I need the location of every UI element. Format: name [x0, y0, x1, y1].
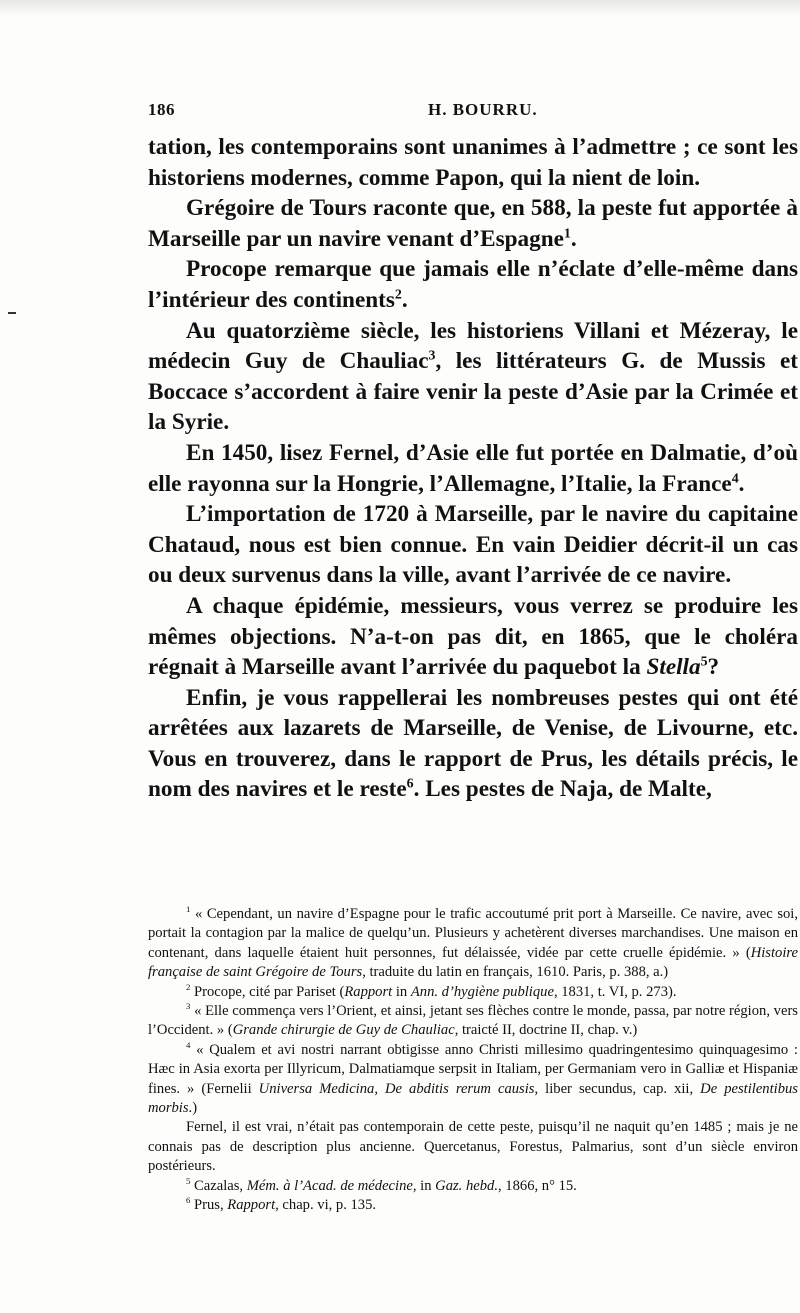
footnote-ref-2: 2	[394, 287, 402, 303]
footnote-2-journal: Ann. d’hygiène publique	[410, 983, 554, 1000]
footnote-6-text: Prus,	[194, 1197, 228, 1214]
footnote-6-number: 6	[186, 1195, 191, 1206]
footnote-5-mid: , in	[412, 1177, 436, 1194]
paragraph-3-text: Procope remarque que jamais elle n’éclate d’elle-même dans l’intérieur des continents	[148, 256, 798, 313]
footnote-5-journal: Gaz. hebd.	[435, 1177, 498, 1194]
footnote-4-title: Universa Medicina, De abditis rerum causis	[258, 1080, 535, 1097]
footnote-4-end: .)	[188, 1100, 198, 1117]
paragraph-5-end: .	[738, 470, 745, 497]
footnote-4-chapter: De pestilentibus morbis	[148, 1080, 798, 1117]
footnote-5-text: Cazalas,	[194, 1177, 247, 1194]
paragraph-1-text: tation, les contemporains sont unanimes à l’admettre ; ce sont les historiens modernes, comme Papon, qui la nient de loin.	[148, 134, 798, 191]
paragraph-8-end: . Les pestes de Naja, de Malte,	[413, 776, 712, 803]
footnote-4-text: « Qualem et avi nostri narrant obtigisse anno Christi millesimo quadringentesimo quinquagesimo : Hæc in Asia exorta per Illyricum, Dalmatiamque serpsit in Italiam, per Germaniam vero in Galliæ et Hispaniæ fines. » (Fernelii	[148, 1041, 798, 1097]
paragraph-4-text: Au quatorzième siècle, les historiens Villani et Mézeray, le médecin Guy de Chauliac	[148, 317, 798, 375]
paragraph-3	[148, 254, 798, 315]
footnote-2-text: Procope, cité par Pariset (	[194, 983, 345, 1000]
footnote-3-end: , traicté II, doctrine II, chap. v.)	[454, 1022, 638, 1039]
margin-mark	[8, 312, 16, 314]
footnotes	[148, 905, 798, 1216]
footnote-3-title: Grande chirurgie de Guy de Chauliac	[232, 1022, 455, 1039]
footnote-2-number: 2	[186, 981, 191, 992]
footnote-2-title: Rapport	[344, 983, 393, 1000]
page-number: 186	[148, 100, 175, 119]
page-top-shadow	[0, 0, 800, 16]
paragraph-7-end: ?	[707, 654, 720, 681]
page-header	[148, 96, 748, 126]
footnote-1-title: Histoire française de saint Grégoire de Tours	[148, 944, 798, 981]
footnote-2	[148, 983, 798, 1002]
footnote-2-mid: in	[392, 983, 411, 1000]
paragraph-8	[148, 683, 798, 805]
paragraph-3-end: .	[401, 286, 408, 313]
paragraph-5-text: En 1450, lisez Fernel, d’Asie elle fut portée en Dalmatie, d’où elle rayonna sur la Hongrie, l’Allemagne, l’Italie, la France	[148, 439, 798, 497]
footnote-ref-5: 5	[700, 654, 708, 670]
footnote-6-title: Rapport	[227, 1197, 276, 1214]
footnote-2-end: , 1831, t. VI, p. 273).	[553, 983, 677, 1000]
ship-name: Stella	[646, 654, 701, 681]
paragraph-4-end: , les littérateurs G. de Mussis et Boccace s’accordent à faire venir la peste d’Asie par la Crimée et la Syrie.	[148, 348, 798, 436]
footnote-1-number: 1	[186, 904, 191, 915]
footnote-5-title: Mém. à l’Acad. de médecine	[246, 1177, 413, 1194]
paragraph-8-text: Enfin, je vous rappellerai les nombreuses pestes qui ont été arrêtées aux lazarets de Marseille, de Venise, de Livourne, etc. Vous en trouverez, dans le rapport de Prus, les détails précis, le nom des navires et le reste	[148, 684, 798, 803]
footnote-1-text: « Cependant, un navire d’Espagne pour le trafic accoutumé prit port à Marseille. Ce navire, avec soi, portait la contagion par la malice de quelqu’un. Plusieurs y achetèrent diverses marchandises. Une maison en contenant, dans laquelle étaient huit personnes, fut délaissée, vidée par cette cruelle épidémie. » (	[148, 906, 798, 961]
footnote-4-number: 4	[186, 1039, 191, 1050]
paragraph-1	[148, 132, 798, 193]
footnote-4-continued-text: Fernel, il est vrai, n’était pas contemporain de cette peste, puisqu’il ne naquit qu’en 1485 ; mais je ne connais pas de description plus ancienne. Quercetanus, Forestus, Palmarius, sont d’un siècle environ postérieurs.	[148, 1119, 798, 1175]
footnote-4-continued	[148, 1118, 798, 1176]
paragraph-7-text: A chaque épidémie, messieurs, vous verrez se produire les mêmes objections. N’a-t-on pas dit, en 1865, que le choléra régnait à Marseille avant l’arrivée du paquebot la	[148, 592, 798, 681]
body-text	[148, 132, 798, 805]
footnote-6-end: , chap. vi, p. 135.	[275, 1197, 377, 1214]
footnote-3-number: 3	[186, 1001, 191, 1012]
paragraph-6	[148, 499, 798, 591]
footnote-ref-4: 4	[731, 470, 739, 486]
footnote-4	[148, 1041, 798, 1119]
paragraph-4	[148, 316, 798, 438]
footnote-6	[148, 1196, 798, 1215]
footnote-1-end: , traduite du latin en français, 1610. Paris, p. 388, a.)	[362, 964, 669, 981]
footnote-3-text: « Elle commença vers l’Orient, et ainsi, jetant ses flèches contre le monde, passa, par notre région, vers l’Occident. » (	[148, 1003, 798, 1039]
footnote-5	[148, 1177, 798, 1196]
footnote-1	[148, 905, 798, 983]
paragraph-2-text: Grégoire de Tours raconte que, en 588, la peste fut apportée à Marseille par un navire venant d’Espagne	[148, 195, 798, 252]
footnote-5-end: , 1866, n° 15.	[498, 1177, 577, 1194]
paragraph-7	[148, 591, 798, 683]
running-head: H. BOURRU.	[428, 100, 538, 119]
footnote-ref-6: 6	[406, 776, 414, 792]
footnote-3	[148, 1002, 798, 1041]
paragraph-5	[148, 438, 798, 499]
paragraph-2-end: .	[570, 225, 577, 252]
footnote-4-mid: , liber secundus, cap. xii,	[534, 1080, 701, 1097]
footnote-ref-3: 3	[428, 348, 436, 364]
paragraph-6-text: L’importation de 1720 à Marseille, par le navire du capitaine Chataud, nous est bien connue. En vain Deidier décrit-il un cas ou deux survenus dans la ville, avant l’arrivée de ce navire.	[148, 501, 798, 589]
paragraph-2	[148, 193, 798, 254]
footnote-5-number: 5	[186, 1175, 191, 1186]
footnote-ref-1: 1	[563, 226, 571, 242]
